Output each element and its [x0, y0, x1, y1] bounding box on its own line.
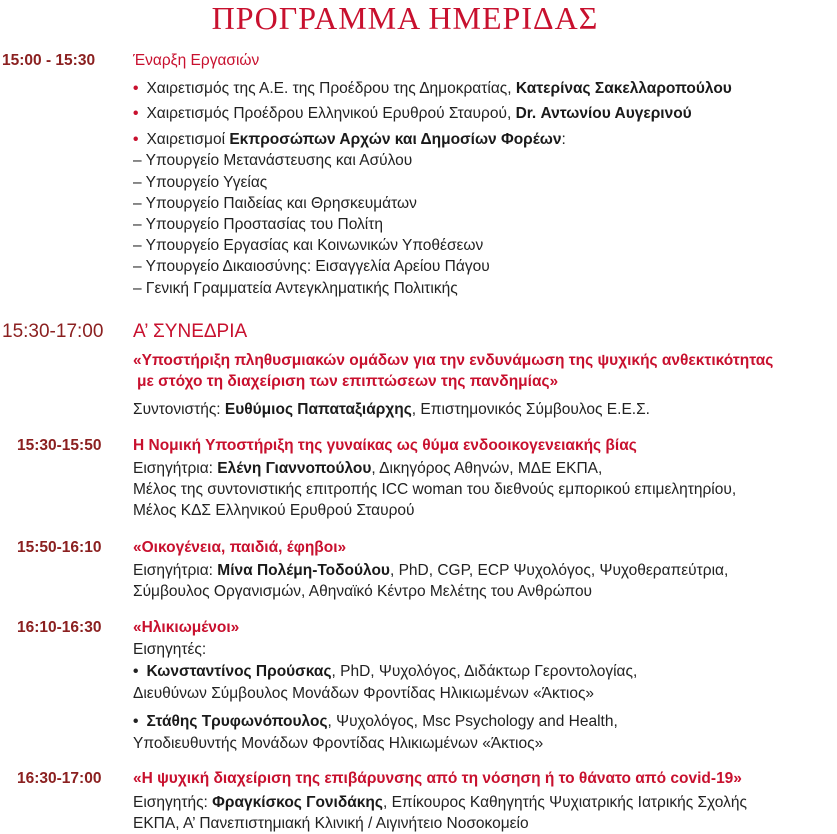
bullet-icon: •: [133, 131, 139, 148]
talk-4-title: «Η ψυχική διαχείριση της επιβάρυνσης από τη νόσηση ή το θάνατο από covid-19»: [133, 770, 742, 787]
talk-4-speaker: Εισηγητής: Φραγκίσκος Γονιδάκης, Επίκουρος Καθηγητής Ψυχιατρικής Ιατρικής Σχολής: [133, 794, 747, 811]
session-subtitle-line2: με στόχο τη διαχείριση των επιπτώσεων της πανδημίας»: [137, 373, 559, 390]
ministry-item: – Υπουργείο Υγείας: [133, 174, 268, 191]
session-time: 15:30-17:00: [2, 321, 104, 342]
ministry-item: – Υπουργείο Εργασίας και Κοινωνικών Υποθέσεων: [133, 237, 484, 254]
talk-2-speaker-line2: Σύμβουλος Οργανισμών, Αθηναϊκό Κέντρο Μελέτης του Ανθρώπου: [133, 583, 593, 600]
ministry-item: – Υπουργείο Προστασίας του Πολίτη: [133, 216, 383, 233]
talk-3-speaker-1-line2: Διευθύνων Σύμβουλος Μονάδων Φροντίδας Ηλικιωμένων «Άκτιος»: [133, 685, 595, 702]
talk-3-speaker-2-line2: Υποδιευθυντής Μονάδων Φροντίδας Ηλικιωμένων «Άκτιος»: [133, 735, 544, 752]
ministry-item: – Υπουργείο Παιδείας και Θρησκευμάτων: [133, 195, 417, 212]
opening-time: 15:00 - 15:30: [2, 52, 96, 69]
greeting-2: • Χαιρετισμός Προέδρου Ελληνικού Ερυθρού Σταυρού, Dr. Αντωνίου Αυγερινού: [133, 105, 692, 122]
ministry-item: – Υπουργείο Δικαιοσύνης: Εισαγγελία Αρείου Πάγου: [133, 258, 490, 275]
talk-3-title: «Ηλικιωμένοι»: [133, 619, 240, 636]
talk-1-speaker: Εισηγήτρια: Ελένη Γιαννοπούλου, Δικηγόρος Αθηνών, ΜΔΕ ΕΚΠΑ,: [133, 460, 603, 477]
session-coordinator: Συντονιστής: Ευθύμιος Παπαταξιάρχης, Επιστημονικός Σύμβουλος Ε.Ε.Σ.: [133, 401, 650, 418]
talk-3-speakers-label: Εισηγητές:: [133, 641, 207, 658]
talk-3-speaker-1: • Κωνσταντίνος Προύσκας, PhD, Ψυχολόγος, Διδάκτωρ Γεροντολογίας,: [133, 663, 638, 680]
bullet-icon: •: [133, 105, 139, 122]
session-heading: Α’ ΣΥΝΕΔΡΙΑ: [133, 321, 248, 342]
talk-2-title: «Οικογένεια, παιδιά, έφηβοι»: [133, 539, 347, 556]
talk-1-speaker-line3: Μέλος ΚΔΣ Ελληνικού Ερυθρού Σταυρού: [133, 502, 415, 519]
ministry-item: – Υπουργείο Μετανάστευσης και Ασύλου: [133, 152, 413, 169]
bullet-icon: •: [133, 663, 139, 680]
talk-1-title: Η Νομική Υποστήριξη της γυναίκας ως θύμα ενδοοικογενειακής βίας: [133, 437, 637, 454]
talk-1-time: 15:30-15:50: [17, 437, 102, 454]
ministry-item: – Γενική Γραμματεία Αντεγκληματικής Πολιτικής: [133, 280, 458, 297]
bullet-icon: •: [133, 80, 139, 97]
opening-heading: Έναρξη Εργασιών: [133, 52, 260, 69]
program-title: ΠΡΟΓΡΑΜΜΑ ΗΜΕΡΙΔΑΣ: [211, 0, 599, 36]
talk-2-time: 15:50-16:10: [17, 539, 102, 556]
session-subtitle-line1: «Υποστήριξη πληθυσμιακών ομάδων για την ενδυνάμωση της ψυχικής ανθεκτικότητας: [133, 352, 774, 369]
talk-4-time: 16:30-17:00: [17, 770, 102, 787]
bullet-icon: •: [133, 713, 139, 730]
talk-3-speaker-2: • Στάθης Τρυφωνόπουλος, Ψυχολόγος, Msc Psychology and Health,: [133, 713, 618, 730]
greeting-1: • Χαιρετισμός της Α.Ε. της Προέδρου της Δημοκρατίας, Κατερίνας Σακελλαροπούλου: [133, 80, 732, 97]
talk-3-time: 16:10-16:30: [17, 619, 102, 636]
greeting-3: • Χαιρετισμοί Εκπροσώπων Αρχών και Δημοσίων Φορέων:: [133, 131, 566, 148]
talk-4-speaker-line2: ΕΚΠΑ, Α’ Πανεπιστημιακή Κλινική / Αιγινήτειο Νοσοκομείο: [133, 815, 529, 832]
talk-2-speaker: Εισηγήτρια: Μίνα Πολέμη-Τοδούλου, PhD, CGP, ECP Ψυχολόγος, Ψυχοθεραπεύτρια,: [133, 562, 729, 579]
talk-1-speaker-line2: Μέλος της συντονιστικής επιτροπής ICC woman του διεθνούς εμπορικού επιμελητηρίου,: [133, 481, 737, 498]
